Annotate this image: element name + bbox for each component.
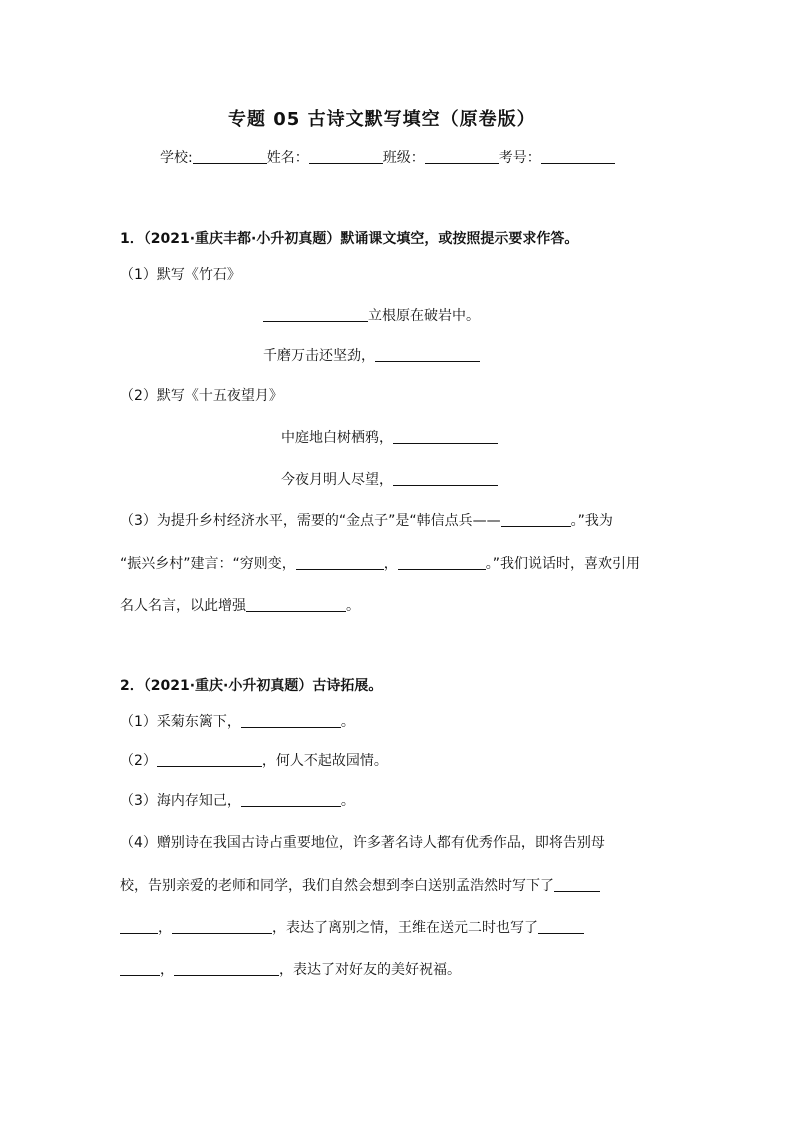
paragraph-text: 校，告别亲爱的老师和同学，我们自然会想到李白送别孟浩然时写下了 bbox=[120, 878, 554, 894]
answer-blank[interactable] bbox=[241, 792, 341, 807]
answer-blank[interactable] bbox=[501, 512, 571, 527]
paragraph-text: （1）采菊东篱下， bbox=[120, 714, 241, 730]
answer-blank[interactable] bbox=[554, 877, 600, 892]
paragraph-text: ， bbox=[160, 962, 174, 978]
answer-blank[interactable] bbox=[393, 429, 498, 444]
exam-no-label: 考号： bbox=[498, 150, 541, 166]
answer-blank[interactable] bbox=[375, 347, 480, 362]
paragraph-text: 名人名言，以此增强 bbox=[120, 598, 246, 614]
q2-part3 bbox=[120, 791, 355, 811]
q2-part4-line2 bbox=[120, 876, 600, 896]
answer-blank[interactable] bbox=[296, 555, 384, 570]
paragraph-text: （3）海内存知己， bbox=[120, 793, 241, 809]
answer-blank[interactable] bbox=[157, 752, 262, 767]
paragraph-text: （3）为提升乡村经济水平，需要的“金点子”是“韩信点兵—— bbox=[120, 513, 501, 529]
answer-blank[interactable] bbox=[398, 555, 486, 570]
poem-text: 中庭地白树栖鸦， bbox=[281, 430, 393, 446]
paragraph-text: 。”我为 bbox=[570, 513, 613, 529]
school-blank[interactable] bbox=[193, 149, 267, 164]
q1-part1-line2 bbox=[263, 346, 480, 366]
paragraph-text: 。 bbox=[340, 793, 355, 809]
name-blank[interactable] bbox=[309, 149, 383, 164]
q1-part1-line1 bbox=[263, 306, 480, 326]
answer-blank[interactable] bbox=[120, 919, 158, 934]
paragraph-text: （2） bbox=[120, 753, 157, 769]
answer-blank[interactable] bbox=[172, 919, 272, 934]
paragraph-text: ， bbox=[383, 556, 398, 572]
paragraph-text: 。 bbox=[346, 598, 360, 614]
answer-blank[interactable] bbox=[174, 961, 279, 976]
class-blank[interactable] bbox=[425, 149, 499, 164]
page-title: 专题 05 古诗文默写填空（原卷版） bbox=[228, 109, 536, 130]
paragraph-text: ，何人不起故园情。 bbox=[261, 753, 388, 769]
q1-part1-label: （1）默写《竹石》 bbox=[120, 267, 241, 283]
paragraph-text: “振兴乡村”建言：“穷则变， bbox=[120, 556, 296, 572]
answer-blank[interactable] bbox=[246, 597, 346, 612]
q2-part1 bbox=[120, 712, 355, 732]
q1-part2-label: （2）默写《十五夜望月》 bbox=[120, 388, 283, 404]
q2-part4-line3 bbox=[120, 918, 584, 938]
poem-text: 立根原在破岩中。 bbox=[368, 308, 480, 324]
q1-part3-line1 bbox=[120, 511, 613, 531]
paragraph-text: ，表达了离别之情，王维在送元二时也写了 bbox=[272, 920, 538, 936]
student-info-row bbox=[160, 148, 615, 168]
class-label: 班级： bbox=[382, 150, 425, 166]
paragraph-text: 。”我们说话时，喜欢引用 bbox=[485, 556, 641, 572]
answer-blank[interactable] bbox=[393, 471, 498, 486]
answer-blank[interactable] bbox=[538, 919, 584, 934]
q1-part2-line1 bbox=[281, 428, 498, 448]
q1-part3-line3 bbox=[120, 596, 360, 616]
name-label: 姓名： bbox=[266, 150, 309, 166]
paragraph-text: ，表达了对好友的美好祝福。 bbox=[279, 962, 461, 978]
answer-blank[interactable] bbox=[263, 307, 368, 322]
answer-blank[interactable] bbox=[241, 713, 341, 728]
q1-part2-line2 bbox=[281, 470, 498, 490]
poem-text: 千磨万击还坚劲， bbox=[263, 348, 375, 364]
answer-blank[interactable] bbox=[120, 961, 160, 976]
paragraph-text: 。 bbox=[340, 714, 355, 730]
q1-part3-line2 bbox=[120, 554, 640, 574]
poem-text: 今夜月明人尽望， bbox=[281, 472, 393, 488]
exam-no-blank[interactable] bbox=[541, 149, 615, 164]
school-label: 学校: bbox=[160, 150, 193, 166]
q2-part2 bbox=[120, 751, 388, 771]
question-2-header: 2．（2021·重庆·小升初真题）古诗拓展。 bbox=[120, 678, 383, 694]
q2-part4-line1: （4）赠别诗在我国古诗占重要地位，许多著名诗人都有优秀作品，即将告别母 bbox=[120, 835, 605, 851]
paragraph-text: ， bbox=[158, 920, 172, 936]
question-1-header: 1．（2021·重庆丰都·小升初真题）默诵课文填空，或按照提示要求作答。 bbox=[120, 231, 579, 247]
q2-part4-line4 bbox=[120, 960, 461, 980]
